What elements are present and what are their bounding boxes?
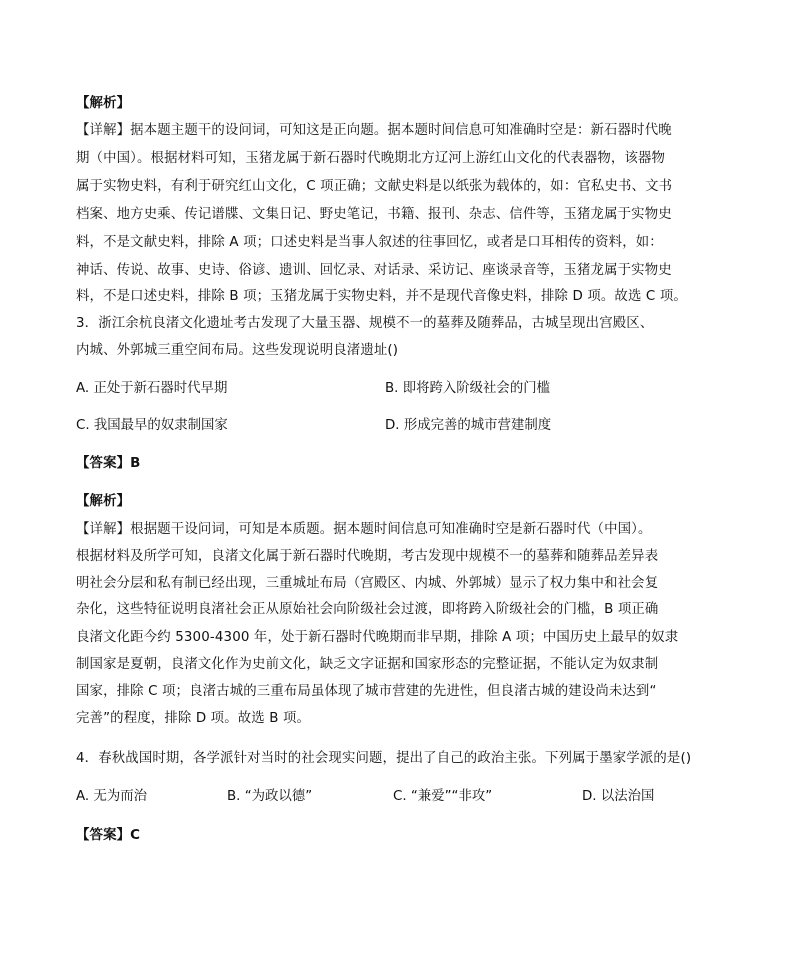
answer-label: 【答案】B — [76, 456, 141, 471]
analysis-line: 料，不是文献史料，排除 A 项；口述史料是当事人叙述的往事回忆，或者是口耳相传的资料，如： — [76, 235, 663, 250]
analysis-line: 属于实物史料，有利于研究红山文化，C 项正确；文献史料是以纸张为载体的，如：官私史书、文书 — [76, 179, 673, 194]
option-c: C. “兼爱”“非攻” — [393, 789, 493, 804]
option-b: B. “为政以德” — [227, 789, 313, 804]
question-stem: 内城、外郭城三重空间布局。这些发现说明良渚遗址() — [76, 343, 399, 358]
analysis-line: 神话、传说、故事、史诗、俗谚、遗训、回忆录、对话录、采访记、座谈录音等，玉猪龙属于实物史 — [76, 263, 672, 278]
analysis-line: 【详解】据本题主题干的设问词，可知这是正向题。据本题时间信息可知准确时空是：新石器时代晚 — [76, 123, 672, 138]
option-b: B. 即将跨入阶级社会的门槛 — [385, 381, 550, 396]
analysis-line: 明社会分层和私有制已经出现，三重城址布局（宫殿区、内城、外郭城）显示了权力集中和社会复 — [76, 576, 659, 591]
option-a: A. 无为而治 — [76, 789, 147, 804]
analysis-heading: 【解析】 — [76, 96, 131, 111]
analysis-line: 根据材料及所学可知，良渚文化属于新石器时代晚期，考古发现中规模不一的墓葬和随葬品差异表 — [76, 549, 659, 564]
analysis-line: 完善”的程度，排除 D 项。故选 B 项。 — [76, 711, 311, 726]
analysis-line: 良渚文化距今约 5300-4300 年，处于新石器时代晚期而非早期，排除 A 项；中国历史上最早的奴隶 — [76, 630, 679, 645]
option-c: C. 我国最早的奴隶制国家 — [76, 418, 228, 433]
analysis-line: 制国家是夏朝，良渚文化作为史前文化，缺乏文字证据和国家形态的完整证据，不能认定为奴隶制 — [76, 657, 659, 672]
answer-label: 【答案】C — [76, 828, 141, 843]
analysis-line: 档案、地方史乘、传记谱牒、文集日记、野史笔记，书籍、报刊、杂志、信件等，玉猪龙属于实物史 — [76, 207, 672, 222]
question-stem: 4．春秋战国时期，各学派针对当时的社会现实问题，提出了自己的政治主张。下列属于墨家学派的是() — [76, 751, 692, 766]
option-d: D. 以法治国 — [582, 789, 655, 804]
analysis-line: 杂化，这些特征说明良渚社会正从原始社会向阶级社会过渡，即将跨入阶级社会的门槛，B 项正确 — [76, 602, 659, 617]
analysis-line: 国家，排除 C 项；良渚古城的三重布局虽体现了城市营建的先进性，但良渚古城的建设尚未达到“ — [76, 684, 657, 699]
analysis-line: 料，不是口述史料，排除 B 项；玉猪龙属于实物史料，并不是现代音像史料，排除 D 项。故选 C 项。 — [76, 289, 687, 304]
analysis-line: 【详解】根据题干设问词，可知是本质题。据本题时间信息可知准确时空是新石器时代（中国）。 — [76, 522, 652, 537]
analysis-line: 期（中国）。根据材料可知，玉猪龙属于新石器时代晚期北方辽河上游红山文化的代表器物，该器物 — [76, 151, 666, 166]
question-stem: 3．浙江余杭良渚文化遗址考古发现了大量玉器、规模不一的墓葬及随葬品，古城呈现出宫殿区、 — [76, 316, 654, 331]
option-d: D. 形成完善的城市营建制度 — [385, 418, 552, 433]
option-a: A. 正处于新石器时代早期 — [76, 381, 228, 396]
analysis-heading: 【解析】 — [76, 494, 131, 509]
